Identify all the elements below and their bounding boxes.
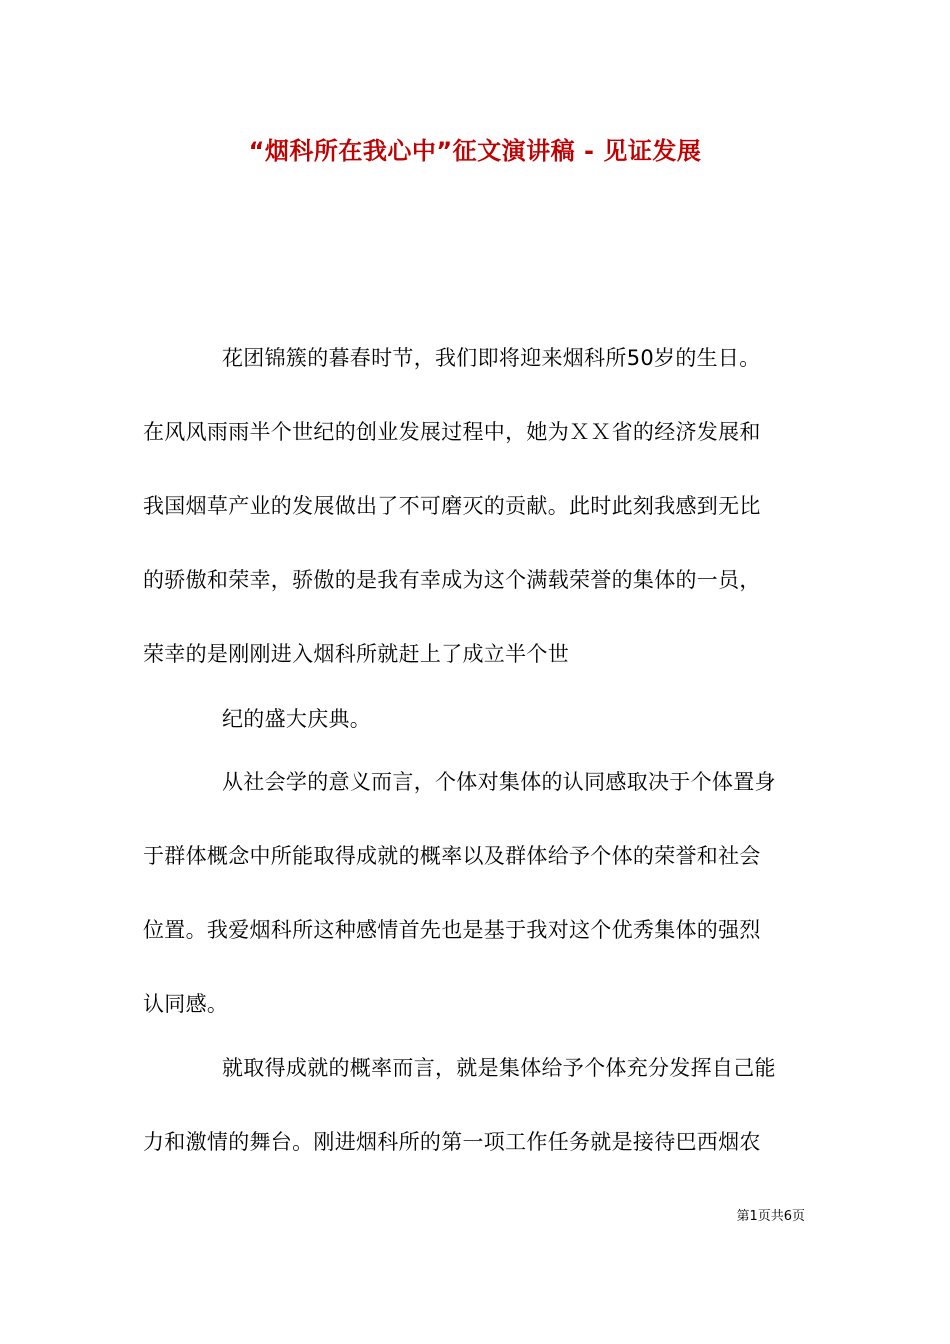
paragraph-line: 认同感。 (143, 992, 229, 1016)
paragraph-line: 从社会学的意义而言，个体对集体的认同感取决于个体置身 (222, 770, 776, 794)
page-number: 第1页共6页 (736, 1209, 805, 1224)
paragraph-line: 我国烟草产业的发展做出了不可磨灭的贡献。此时此刻我感到无比 (143, 494, 761, 518)
document-title: “烟科所在我心中”征文演讲稿 - 见证发展 (248, 137, 702, 165)
paragraph-line: 荣幸的是刚刚进入烟科所就赶上了成立半个世 (143, 642, 569, 666)
paragraph-line: 力和激情的舞台。刚进烟科所的第一项工作任务就是接待巴西烟农 (143, 1130, 761, 1154)
paragraph-line: 于群体概念中所能取得成就的概率以及群体给予个体的荣誉和社会 (143, 844, 761, 868)
paragraph-line: 的骄傲和荣幸，骄傲的是我有幸成为这个满载荣誉的集体的一员， (143, 568, 761, 592)
paragraph-line: 位置。我爱烟科所这种感情首先也是基于我对这个优秀集体的强烈 (143, 918, 761, 942)
paragraph-line: 纪的盛大庆典。 (222, 707, 372, 731)
paragraph-line: 在风风雨雨半个世纪的创业发展过程中，她为ＸＸ省的经济发展和 (143, 420, 761, 444)
paragraph-line: 花团锦簇的暮春时节，我们即将迎来烟科所50岁的生日。 (222, 346, 761, 370)
paragraph-line: 就取得成就的概率而言，就是集体给予个体充分发挥自己能 (222, 1056, 776, 1080)
